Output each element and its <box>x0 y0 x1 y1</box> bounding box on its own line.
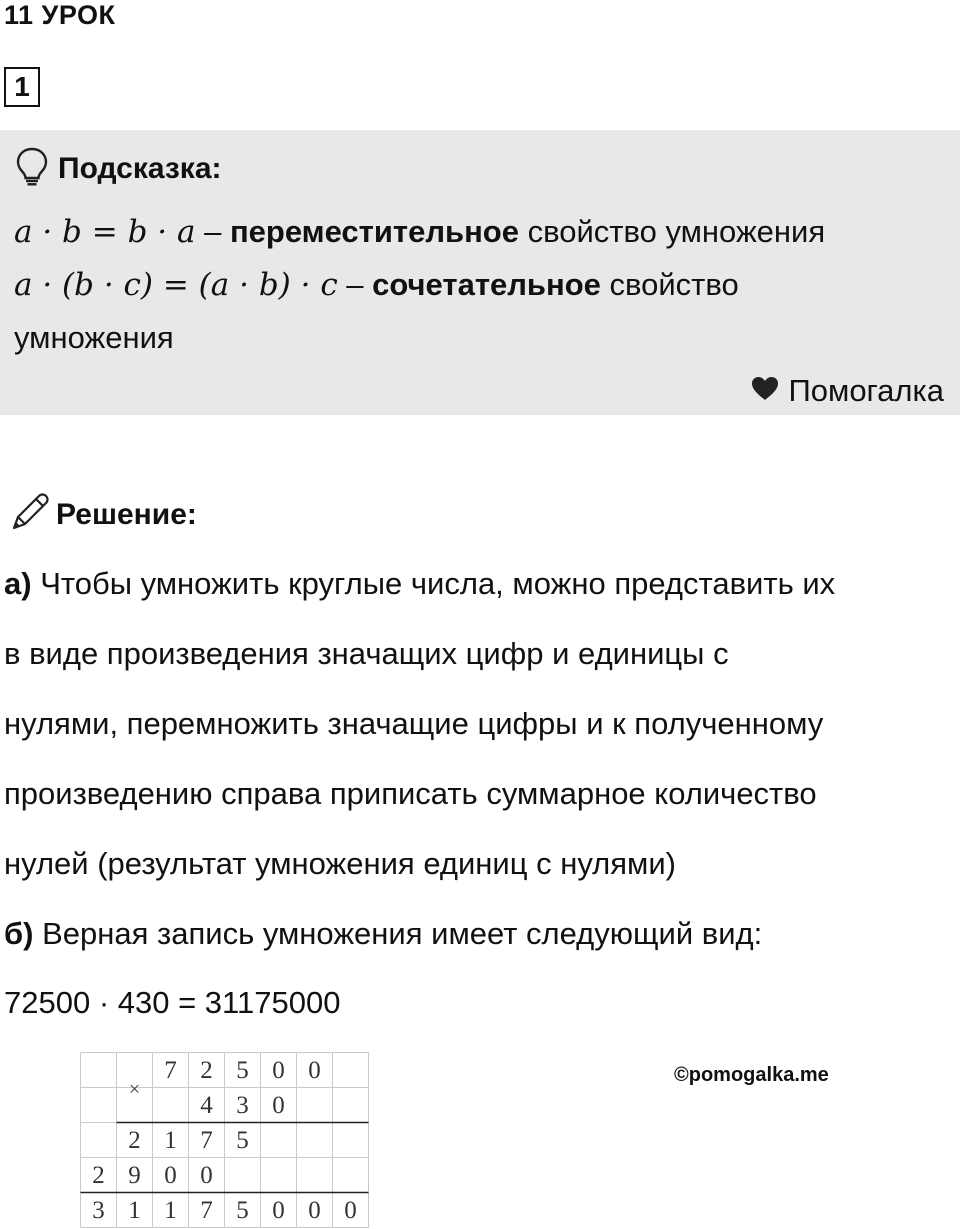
watermark: ©pomogalka.me <box>674 1064 829 1086</box>
formula: a · b = b · a <box>14 214 196 250</box>
digit-cell: 1 <box>128 1197 141 1224</box>
digit-cell: 0 <box>344 1197 357 1224</box>
solution-a-line-4: произведению справа приписать суммарное количество <box>4 776 817 811</box>
hint-header <box>14 146 222 191</box>
dash: – <box>337 267 373 302</box>
digit-cell: 3 <box>236 1092 249 1119</box>
digit-cell: 4 <box>200 1092 213 1119</box>
digit-cell: 2 <box>200 1057 213 1084</box>
digit-cell: 2 <box>92 1162 105 1189</box>
digit-cell: 0 <box>164 1162 177 1189</box>
digit-cell: 3 <box>92 1197 105 1224</box>
digit-cell: 0 <box>308 1057 321 1084</box>
lightbulb-icon <box>14 146 50 191</box>
paragraph-text: Чтобы умножить круглые числа, можно представить их <box>31 566 836 601</box>
hint-panel <box>0 130 960 415</box>
solution-header <box>8 490 197 539</box>
digit-cell: 1 <box>164 1127 177 1154</box>
digit-cell: 2 <box>128 1127 141 1154</box>
solution-a-line-5: нулей (результат умножения единиц с нулями) <box>4 846 676 881</box>
hint-rule-associative <box>14 267 739 303</box>
heart-icon <box>750 373 788 409</box>
formula: a · (b · c) = (a · b) · c <box>14 267 338 303</box>
digit-cell: 0 <box>200 1162 213 1189</box>
hint-rule-commutative <box>14 214 825 250</box>
rule-text: свойство умножения <box>519 214 826 249</box>
digit-cell: 1 <box>164 1197 177 1224</box>
hint-source <box>750 373 944 409</box>
hint-rule-continuation: умножения <box>14 320 174 355</box>
source-label: Помогалка <box>788 373 944 408</box>
rule-text: свойство <box>600 267 739 302</box>
solution-b-line <box>4 916 762 952</box>
task-number: 1 <box>4 67 40 107</box>
property-name: сочетательное <box>372 267 601 302</box>
digit-cell: 0 <box>308 1197 321 1224</box>
digit-cell: 5 <box>236 1197 249 1224</box>
digit-cell: 0 <box>272 1197 285 1224</box>
item-label-a: а) <box>4 566 32 601</box>
digit-cell: 0 <box>272 1057 285 1084</box>
solution-a-line-3: нулями, перемножить значащие цифры и к полученному <box>4 706 824 741</box>
digit-cell: 5 <box>236 1127 249 1154</box>
digit-cell: 0 <box>272 1092 285 1119</box>
digit-cell: 7 <box>200 1127 213 1154</box>
equation: 72500 · 430 = 31175000 <box>4 985 341 1020</box>
multiply-sign: × <box>128 1078 141 1101</box>
pencil-icon <box>8 490 52 539</box>
item-label-b: б) <box>4 916 34 951</box>
dash: – <box>195 214 230 249</box>
digit-cell: 7 <box>164 1057 177 1084</box>
digit-cell: 5 <box>236 1057 249 1084</box>
digit-cell: 9 <box>128 1162 141 1189</box>
digit-cell: 7 <box>200 1197 213 1224</box>
hint-title: Подсказка: <box>58 151 222 185</box>
paragraph-text: Верная запись умножения имеет следующий вид: <box>33 916 763 951</box>
solution-title: Решение: <box>56 497 197 531</box>
solution-a-line-1 <box>4 566 835 602</box>
property-name: переместительное <box>229 214 519 249</box>
lesson-title: 11 УРОК <box>4 0 116 30</box>
column-multiplication <box>80 1052 370 1229</box>
solution-a-line-2: в виде произведения значащих цифр и единицы с <box>4 636 729 671</box>
